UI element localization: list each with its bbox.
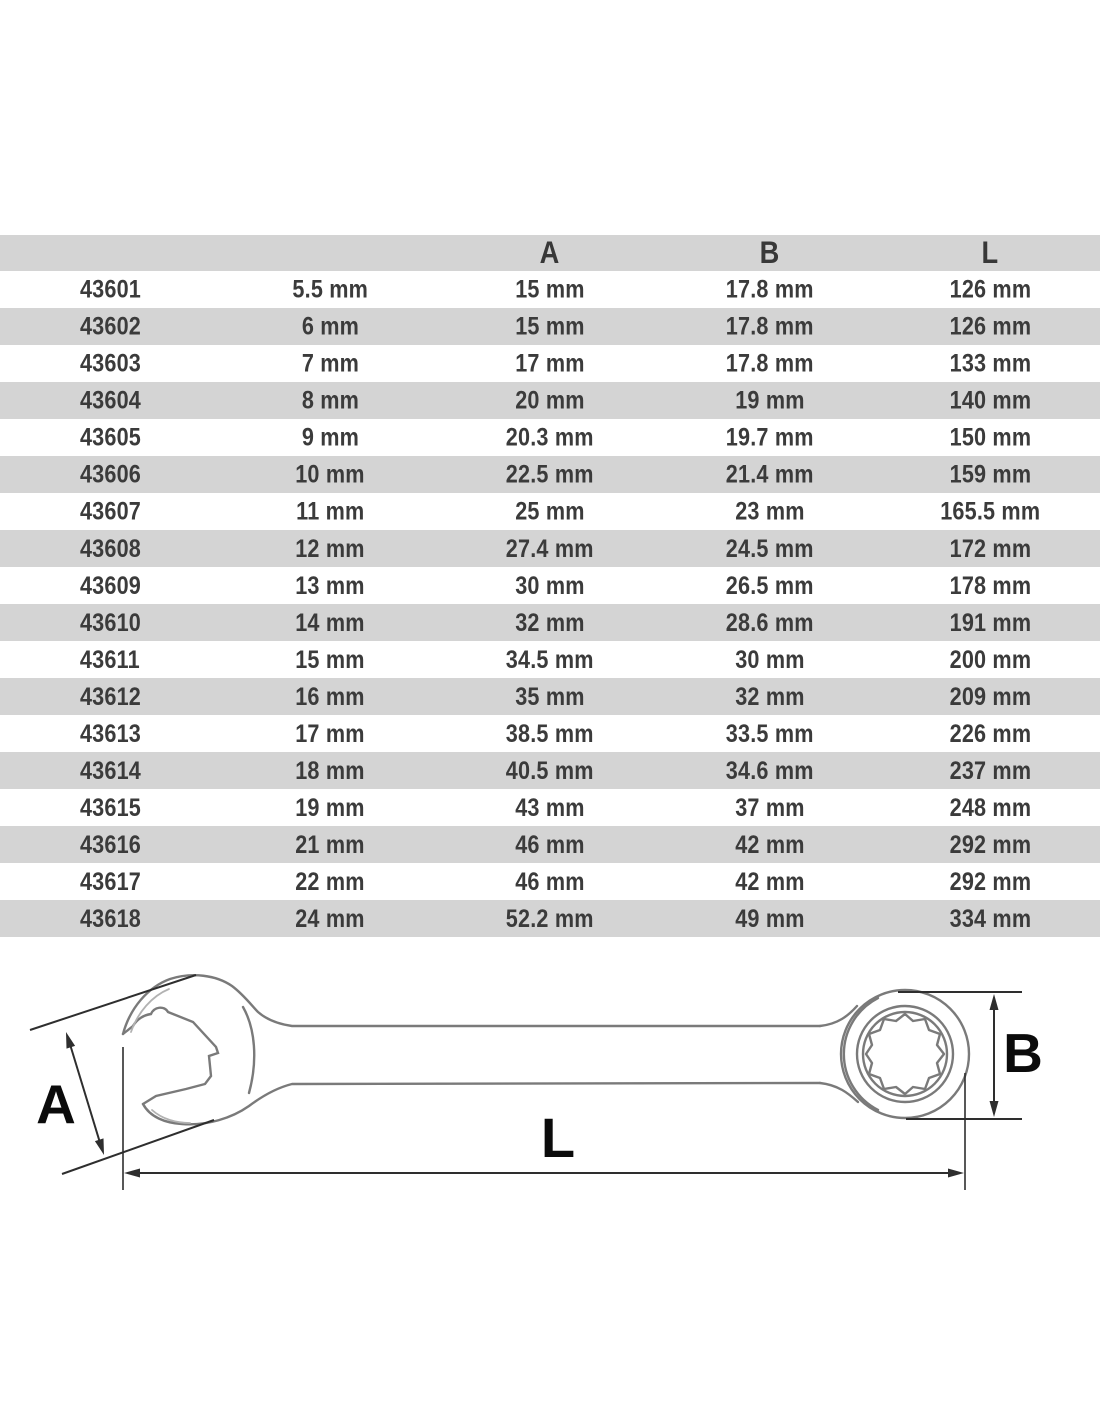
table-cell-value: 17.8 mm	[726, 311, 814, 341]
table-cell	[660, 530, 880, 567]
table-cell	[440, 752, 660, 789]
table-cell	[440, 382, 660, 419]
table-cell	[0, 493, 220, 530]
column-header-blank-1	[220, 235, 440, 271]
table-cell	[880, 530, 1100, 567]
table-cell	[0, 715, 220, 752]
table-row	[0, 382, 1100, 419]
table-cell-value: 43609	[79, 570, 141, 600]
table-cell	[0, 641, 220, 678]
table-cell-value: 43606	[79, 459, 141, 489]
table-cell	[0, 863, 220, 900]
table-cell-value: 43616	[79, 829, 141, 859]
arrow-a-bottom	[95, 1138, 104, 1155]
table-cell-value: 33.5 mm	[726, 718, 814, 748]
table-cell-value: 200 mm	[949, 644, 1031, 674]
table-cell-value: 43607	[79, 496, 141, 526]
table-cell-value: 43608	[79, 533, 141, 563]
table-cell-value: 17 mm	[515, 348, 585, 378]
table-cell-value: 43612	[79, 681, 141, 711]
table-cell-value: 150 mm	[949, 422, 1031, 452]
table-cell-value: 27.4 mm	[506, 533, 594, 563]
table-cell	[440, 567, 660, 604]
table-cell-value: 32 mm	[735, 681, 805, 711]
table-cell	[440, 456, 660, 493]
table-cell-value: 226 mm	[949, 718, 1031, 748]
table-cell	[220, 345, 440, 382]
table-cell	[0, 530, 220, 567]
table-row	[0, 641, 1100, 678]
table-cell-value: 17 mm	[295, 718, 365, 748]
table-cell	[660, 493, 880, 530]
table-cell	[220, 678, 440, 715]
table-cell	[220, 826, 440, 863]
table-cell-value: 43604	[79, 385, 141, 415]
table-cell	[880, 752, 1100, 789]
column-header-label: L	[981, 234, 999, 271]
table-cell	[220, 308, 440, 345]
table-cell	[440, 271, 660, 308]
table-cell	[220, 382, 440, 419]
wrench-diagram	[0, 960, 1100, 1260]
table-cell-value: 43601	[79, 274, 141, 304]
table-cell	[880, 641, 1100, 678]
table-row	[0, 530, 1100, 567]
table-cell	[880, 604, 1100, 641]
table-cell-value: 10 mm	[295, 459, 365, 489]
table-cell	[220, 752, 440, 789]
table-row	[0, 493, 1100, 530]
table-cell	[440, 678, 660, 715]
table-cell	[880, 789, 1100, 826]
wrench-top-outline	[123, 975, 820, 1034]
arrow-a-top	[66, 1032, 75, 1049]
table-cell-value: 42 mm	[735, 829, 805, 859]
table-cell-value: 42 mm	[735, 866, 805, 896]
table-cell-value: 172 mm	[949, 533, 1031, 563]
table-cell	[880, 715, 1100, 752]
table-cell	[440, 530, 660, 567]
table-cell	[880, 678, 1100, 715]
table-cell-value: 34.6 mm	[726, 755, 814, 785]
spec-table-body	[0, 271, 1100, 937]
table-cell	[220, 604, 440, 641]
table-cell-value: 178 mm	[949, 570, 1031, 600]
table-cell	[440, 308, 660, 345]
table-cell	[880, 863, 1100, 900]
table-cell	[440, 900, 660, 937]
table-cell	[0, 345, 220, 382]
table-cell	[0, 604, 220, 641]
table-cell	[880, 271, 1100, 308]
arrow-l-left	[124, 1169, 140, 1178]
table-cell	[660, 382, 880, 419]
table-cell	[880, 419, 1100, 456]
table-cell-value: 46 mm	[515, 829, 585, 859]
ring-spline-profile	[866, 1014, 944, 1094]
table-cell-value: 22 mm	[295, 866, 365, 896]
table-cell	[440, 419, 660, 456]
table-cell	[220, 456, 440, 493]
table-cell	[0, 419, 220, 456]
table-cell	[440, 345, 660, 382]
table-cell-value: 11 mm	[295, 496, 365, 526]
table-row	[0, 789, 1100, 826]
spec-table-header	[0, 235, 1100, 271]
table-cell-value: 25 mm	[515, 496, 585, 526]
table-cell	[220, 641, 440, 678]
table-cell-value: 28.6 mm	[726, 607, 814, 637]
table-cell	[880, 826, 1100, 863]
dim-a-ext-top	[30, 975, 196, 1030]
table-row	[0, 456, 1100, 493]
ring-outer-circle	[841, 990, 969, 1118]
arrow-b-top	[990, 994, 999, 1010]
wrench-accents	[131, 989, 190, 1123]
table-cell	[0, 271, 220, 308]
table-cell	[440, 493, 660, 530]
table-cell-value: 43613	[79, 718, 141, 748]
table-cell-value: 43 mm	[515, 792, 585, 822]
table-cell	[880, 493, 1100, 530]
table-cell	[440, 826, 660, 863]
table-cell	[0, 678, 220, 715]
table-cell	[440, 641, 660, 678]
table-cell	[220, 715, 440, 752]
table-cell	[880, 345, 1100, 382]
table-cell-value: 20.3 mm	[506, 422, 594, 452]
table-cell	[880, 900, 1100, 937]
table-cell-value: 19 mm	[735, 385, 805, 415]
table-cell-value: 43617	[79, 866, 141, 896]
column-header-label: B	[760, 234, 780, 271]
table-cell-value: 159 mm	[949, 459, 1031, 489]
table-cell	[220, 419, 440, 456]
table-cell	[0, 752, 220, 789]
table-cell-value: 6 mm	[301, 311, 359, 341]
table-cell-value: 22.5 mm	[506, 459, 594, 489]
table-cell	[660, 715, 880, 752]
table-cell	[660, 641, 880, 678]
table-cell	[220, 863, 440, 900]
table-cell	[660, 419, 880, 456]
table-cell-value: 191 mm	[949, 607, 1031, 637]
table-cell-value: 17.8 mm	[726, 274, 814, 304]
table-cell-value: 30 mm	[735, 644, 805, 674]
table-cell	[880, 456, 1100, 493]
column-header-l	[880, 235, 1100, 271]
table-cell-value: 19.7 mm	[726, 422, 814, 452]
table-cell-value: 15 mm	[515, 311, 585, 341]
header-row	[0, 235, 1100, 271]
table-cell-value: 40.5 mm	[506, 755, 594, 785]
table-cell-value: 292 mm	[949, 829, 1031, 859]
wrench-body	[123, 975, 969, 1124]
table-cell-value: 7 mm	[301, 348, 359, 378]
table-cell	[0, 789, 220, 826]
table-cell-value: 8 mm	[301, 385, 359, 415]
table-cell	[660, 567, 880, 604]
table-cell	[220, 567, 440, 604]
table-cell-value: 16 mm	[295, 681, 365, 711]
table-cell	[220, 900, 440, 937]
table-cell	[880, 382, 1100, 419]
table-cell-value: 43614	[79, 755, 141, 785]
table-cell-value: 9 mm	[301, 422, 359, 452]
table-cell	[660, 308, 880, 345]
table-cell	[660, 678, 880, 715]
table-cell	[660, 604, 880, 641]
table-cell-value: 19 mm	[295, 792, 365, 822]
table-row	[0, 715, 1100, 752]
table-cell-value: 30 mm	[515, 570, 585, 600]
table-cell-value: 34.5 mm	[506, 644, 594, 674]
table-cell	[660, 826, 880, 863]
table-cell-value: 24 mm	[295, 903, 365, 933]
table-cell	[0, 382, 220, 419]
table-cell	[660, 752, 880, 789]
table-row	[0, 604, 1100, 641]
table-cell-value: 43618	[79, 903, 141, 933]
table-cell-value: 13 mm	[295, 570, 365, 600]
table-cell-value: 37 mm	[735, 792, 805, 822]
table-cell	[440, 789, 660, 826]
wrench-head-right-arc	[243, 1007, 254, 1093]
table-row	[0, 419, 1100, 456]
table-cell	[660, 345, 880, 382]
table-cell-value: 21.4 mm	[726, 459, 814, 489]
ring-mid-circle	[857, 1006, 953, 1102]
wrench-jaw-profile	[123, 1008, 218, 1104]
column-header-label: A	[540, 234, 560, 271]
table-cell-value: 334 mm	[949, 903, 1031, 933]
table-cell-value: 43602	[79, 311, 141, 341]
table-cell-value: 46 mm	[515, 866, 585, 896]
table-cell	[880, 308, 1100, 345]
table-cell	[660, 900, 880, 937]
table-cell-value: 49 mm	[735, 903, 805, 933]
table-cell-value: 12 mm	[295, 533, 365, 563]
arrow-l-right	[948, 1169, 964, 1178]
table-cell-value: 15 mm	[295, 644, 365, 674]
table-cell-value: 21 mm	[295, 829, 365, 859]
table-cell-value: 52.2 mm	[506, 903, 594, 933]
table-cell-value: 24.5 mm	[726, 533, 814, 563]
table-cell-value: 17.8 mm	[726, 348, 814, 378]
table-cell-value: 126 mm	[949, 274, 1031, 304]
table-cell-value: 292 mm	[949, 866, 1031, 896]
table-cell-value: 209 mm	[949, 681, 1031, 711]
table-cell	[220, 493, 440, 530]
table-cell	[0, 308, 220, 345]
table-cell	[660, 271, 880, 308]
table-row	[0, 752, 1100, 789]
table-cell-value: 248 mm	[949, 792, 1031, 822]
table-cell	[440, 863, 660, 900]
table-cell-value: 43611	[80, 644, 140, 674]
table-cell	[220, 789, 440, 826]
spec-table	[0, 235, 1100, 937]
table-cell-value: 15 mm	[515, 274, 585, 304]
table-cell	[660, 863, 880, 900]
table-cell	[880, 567, 1100, 604]
table-cell-value: 43610	[79, 607, 141, 637]
table-cell-value: 140 mm	[949, 385, 1031, 415]
table-row	[0, 678, 1100, 715]
table-row	[0, 900, 1100, 937]
table-cell	[0, 567, 220, 604]
table-cell-value: 18 mm	[295, 755, 365, 785]
wrench-bottom-outline	[143, 1083, 820, 1124]
table-cell	[0, 900, 220, 937]
table-cell	[440, 715, 660, 752]
table-cell-value: 38.5 mm	[506, 718, 594, 748]
table-row	[0, 271, 1100, 308]
table-cell-value: 5.5 mm	[292, 274, 368, 304]
table-cell-value: 23 mm	[735, 496, 805, 526]
column-header-b	[660, 235, 880, 271]
head-accent-bottom	[152, 1110, 190, 1123]
table-cell	[220, 530, 440, 567]
table-cell-value: 133 mm	[949, 348, 1031, 378]
dim-label-b: B	[1003, 1022, 1043, 1084]
table-cell-value: 43605	[79, 422, 141, 452]
table-cell-value: 32 mm	[515, 607, 585, 637]
table-row	[0, 863, 1100, 900]
column-header-a	[440, 235, 660, 271]
dim-label-a: A	[36, 1073, 76, 1135]
table-cell-value: 35 mm	[515, 681, 585, 711]
table-cell-value: 126 mm	[949, 311, 1031, 341]
table-cell-value: 43615	[79, 792, 141, 822]
arrow-b-bottom	[990, 1101, 999, 1117]
table-cell	[660, 456, 880, 493]
ring-inner-circle	[863, 1012, 947, 1096]
table-row	[0, 567, 1100, 604]
column-header-blank-0	[0, 235, 220, 271]
table-cell-value: 20 mm	[515, 385, 585, 415]
table-row	[0, 308, 1100, 345]
table-cell	[440, 604, 660, 641]
table-cell	[0, 826, 220, 863]
table-cell	[0, 456, 220, 493]
dimension-arrowheads	[66, 994, 999, 1178]
dim-a-ext-bottom	[62, 1120, 214, 1174]
table-cell-value: 237 mm	[949, 755, 1031, 785]
table-row	[0, 345, 1100, 382]
table-cell	[660, 789, 880, 826]
table-cell	[220, 271, 440, 308]
table-cell-value: 43603	[79, 348, 141, 378]
table-row	[0, 826, 1100, 863]
dim-label-l: L	[540, 1106, 576, 1169]
table-cell-value: 165.5 mm	[939, 496, 1041, 526]
table-cell-value: 14 mm	[295, 607, 365, 637]
table-cell-value: 26.5 mm	[726, 570, 814, 600]
